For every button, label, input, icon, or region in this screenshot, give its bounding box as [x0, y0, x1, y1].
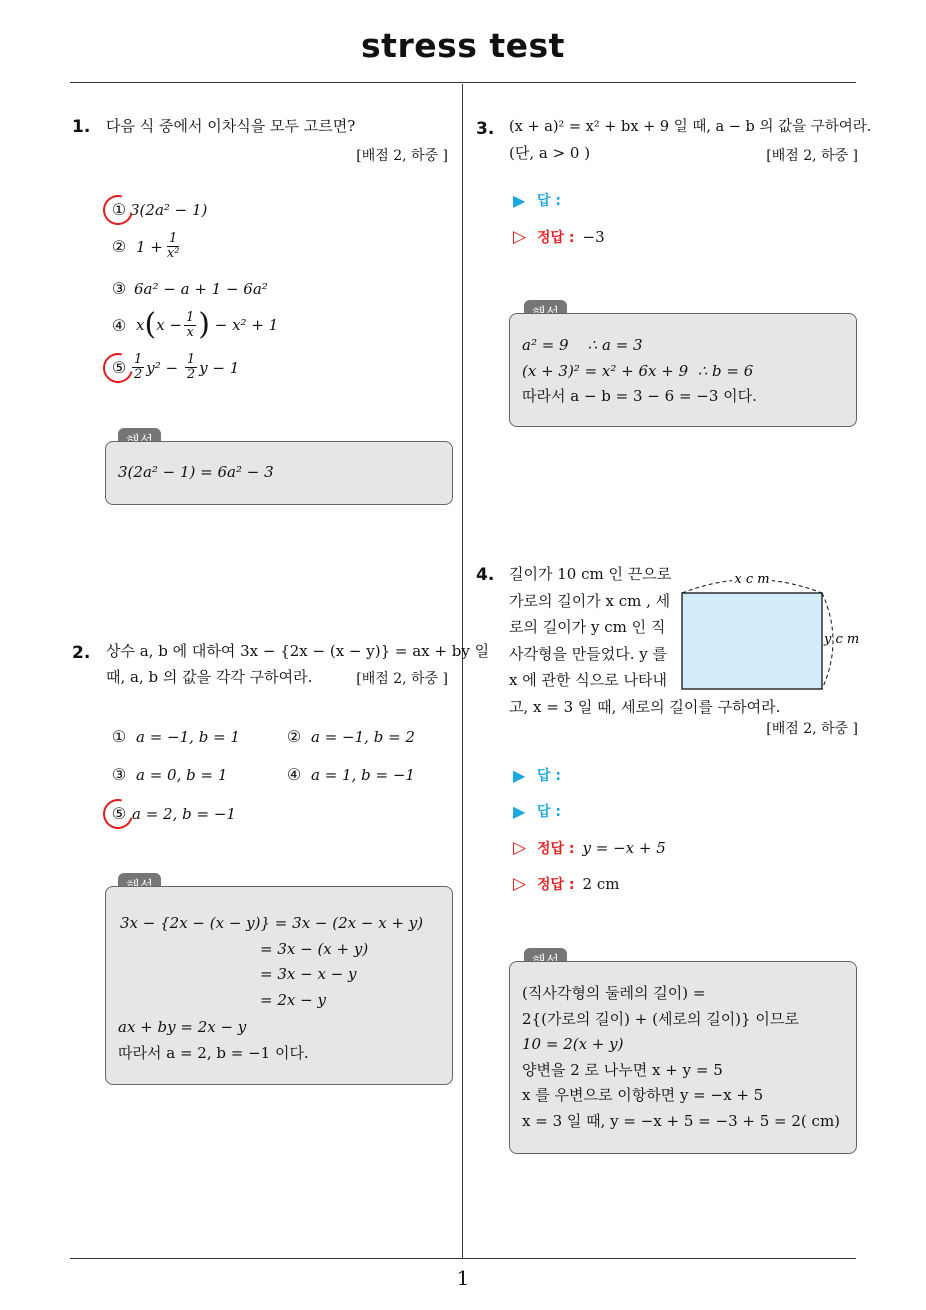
column-divider — [462, 84, 463, 1258]
fraction-denominator: x — [186, 324, 194, 340]
q1-text: 다음 식 중에서 이차식을 모두 고르면? — [106, 117, 356, 135]
q1-option-3[interactable] — [108, 279, 268, 298]
q2-explanation-box — [105, 886, 453, 1085]
q4-rectangle-figure — [672, 566, 862, 696]
q1-option-5-post: y − 1 — [199, 358, 240, 377]
q2-option-2-circle: ② — [286, 727, 302, 746]
q3-correct-row — [513, 227, 605, 247]
q1-option-5-fraction-1 — [132, 353, 144, 382]
q4-correct-row-1 — [513, 838, 666, 858]
rectangle-shape — [682, 593, 822, 689]
q3-number: 3. — [476, 119, 495, 139]
q4-correct-label-1: 정답 : — [537, 841, 575, 857]
fraction-denominator: 2 — [134, 367, 143, 382]
q1-explanation-box — [105, 441, 453, 505]
left-paren: ( — [144, 307, 157, 342]
q1-option-3-circle: ③ — [111, 279, 127, 298]
q2-explanation-line-3: = 3x − x − y — [260, 965, 357, 983]
q2-option-3-text: a = 0, b = 1 — [136, 765, 228, 784]
q2-text-line-2: 때, a, b 의 값을 각각 구하여라. — [106, 668, 313, 686]
q2-option-5[interactable] — [108, 804, 236, 823]
q1-option-5-mid: y² − — [146, 358, 183, 377]
q2-option-2[interactable] — [283, 727, 415, 746]
q2-mark: [배점 2, 하중 ] — [356, 671, 448, 687]
q4-explanation-line-3: 10 = 2(x + y) — [522, 1035, 624, 1053]
q2-option-3-circle: ③ — [111, 765, 127, 784]
outline-triangle-icon: ▷ — [513, 838, 527, 858]
height-label: y c m — [824, 632, 860, 647]
fraction-numerator: 1 — [134, 352, 143, 367]
outline-triangle-icon: ▷ — [513, 227, 527, 247]
q4-answer-row-2[interactable] — [513, 801, 561, 821]
q4-text-line-4: 사각형을 만들었다. y 를 — [509, 644, 667, 663]
play-triangle-icon: ▶ — [513, 765, 526, 785]
q4-answer-row-1[interactable] — [513, 765, 561, 785]
q4-explanation-line-2: 2{(가로의 길이) + (세로의 길이)} 이므로 — [522, 1009, 799, 1028]
q4-number: 4. — [476, 565, 495, 585]
q2-option-4-text: a = 1, b = −1 — [311, 765, 415, 784]
top-divider — [70, 82, 856, 83]
q3-correct-value: −3 — [582, 228, 605, 246]
q1-option-3-text: 6a² − a + 1 − 6a² — [134, 279, 268, 298]
q4-explanation-line-1: (직사각형의 둘레의 길이) = — [522, 984, 706, 1002]
play-triangle-icon: ▶ — [513, 190, 526, 210]
q1-option-4-fraction — [184, 311, 196, 340]
play-triangle-icon: ▶ — [513, 801, 526, 821]
q3-explanation-line-3: 따라서 a − b = 3 − 6 = −3 이다. — [522, 387, 757, 405]
q4-text-line-2: 가로의 길이가 x cm , 세 — [509, 591, 671, 610]
q4-mark: [배점 2, 하중 ] — [766, 721, 858, 737]
q2-option-4[interactable] — [283, 765, 415, 784]
q1-option-5-circle: ⑤ — [108, 358, 130, 377]
q2-option-2-text: a = −1, b = 2 — [311, 727, 415, 746]
q3-text-line-2: (단, a > 0 ) — [509, 144, 591, 162]
q2-explanation-line-1: 3x − {2x − (x − y)} = 3x − (2x − x + y) — [120, 914, 424, 932]
q2-option-4-circle: ④ — [286, 765, 302, 784]
q4-correct-value-1: y = −x + 5 — [582, 839, 666, 857]
fraction-numerator: 1 — [185, 309, 195, 325]
q4-correct-row-2 — [513, 874, 619, 894]
width-label: x c m — [734, 572, 770, 587]
q2-text-line-1: 상수 a, b 에 대하여 3x − {2x − (x − y)} = ax + by 일 — [106, 642, 490, 660]
q1-option-2-circle: ② — [111, 237, 127, 256]
q1-option-2-pre: 1 + — [136, 237, 163, 256]
fraction-denominator: 2 — [186, 367, 196, 382]
q3-text-line-1: (x + a)² = x² + bx + 9 일 때, a − b 의 값을 구하여라. — [509, 119, 872, 135]
bottom-divider — [70, 1258, 856, 1259]
q2-explanation-line-6: 따라서 a = 2, b = −1 이다. — [118, 1043, 309, 1062]
q1-option-2[interactable] — [108, 232, 183, 261]
q1-mark: [배점 2, 하중 ] — [356, 148, 448, 164]
q3-mark: [배점 2, 하중 ] — [766, 148, 858, 164]
outline-triangle-icon: ▷ — [513, 874, 527, 894]
q4-explanation-line-4: 양변을 2 로 나누면 x + y = 5 — [522, 1060, 723, 1079]
fraction-numerator: 1 — [169, 231, 178, 246]
q1-option-1-circle: ① — [108, 200, 130, 219]
q4-explanation-line-5: x 를 우변으로 이항하면 y = −x + 5 — [522, 1086, 764, 1104]
q4-text-line-3: 로의 길이가 y cm 인 직 — [509, 618, 666, 636]
q2-explanation-line-4: = 2x − y — [260, 990, 326, 1009]
q2-option-5-text: a = 2, b = −1 — [132, 804, 236, 823]
q2-number: 2. — [72, 643, 91, 663]
q1-option-4-circle: ④ — [111, 315, 127, 335]
q3-answer-label: 답 : — [537, 193, 561, 209]
q4-text-line-1: 길이가 10 cm 인 끈으로 — [509, 565, 672, 583]
q3-explanation-box — [509, 313, 857, 427]
page-title: stress test — [361, 26, 565, 65]
q2-option-1-circle: ① — [111, 727, 127, 746]
q4-explanation-box — [509, 961, 857, 1154]
q3-answer-row[interactable] — [513, 190, 561, 210]
q4-answer-label-2: 답 : — [537, 804, 561, 820]
q1-option-2-fraction — [165, 232, 182, 261]
q3-explanation-line-1: a² = 9 ∴ a = 3 — [522, 336, 643, 354]
q1-option-5[interactable] — [108, 353, 239, 382]
q1-option-5-fraction-2 — [185, 353, 197, 382]
q1-option-4[interactable] — [108, 307, 279, 342]
q1-option-1-text: 3(2a² − 1) — [130, 200, 208, 219]
q4-correct-label-2: 정답 : — [537, 877, 575, 893]
q4-explanation-line-6: x = 3 일 때, y = −x + 5 = −3 + 5 = 2( cm) — [522, 1111, 841, 1130]
right-paren: ) — [198, 307, 210, 342]
q2-explanation-line-5: ax + by = 2x − y — [118, 1018, 247, 1036]
q4-correct-value-2: 2 cm — [582, 875, 620, 893]
q2-option-5-circle: ⑤ — [108, 804, 130, 823]
page-number: 1 — [456, 1266, 470, 1290]
q2-explanation-line-2: = 3x − (x + y) — [260, 939, 369, 958]
q1-number: 1. — [72, 117, 91, 137]
q4-text-line-5: x 에 관한 식으로 나타내 — [509, 671, 667, 689]
fraction-numerator: 1 — [186, 352, 196, 367]
q1-option-1[interactable] — [108, 200, 207, 219]
fraction-denominator: x² — [166, 246, 180, 261]
q2-option-3[interactable] — [108, 765, 227, 784]
q1-option-4-inner: x − — [156, 316, 182, 334]
q1-option-4-pre: x — [136, 316, 145, 334]
q2-option-1-text: a = −1, b = 1 — [136, 727, 240, 746]
q1-option-4-post: − x² + 1 — [209, 316, 279, 334]
q1-explanation-line: 3(2a² − 1) = 6a² − 3 — [118, 463, 274, 481]
q4-answer-label-1: 답 : — [537, 768, 561, 784]
q3-correct-label: 정답 : — [537, 230, 575, 246]
q3-explanation-line-2: (x + 3)² = x² + 6x + 9 ∴ b = 6 — [522, 361, 754, 380]
q4-text-line-6: 고, x = 3 일 때, 세로의 길이를 구하여라. — [509, 697, 781, 716]
q2-option-1[interactable] — [108, 727, 240, 746]
